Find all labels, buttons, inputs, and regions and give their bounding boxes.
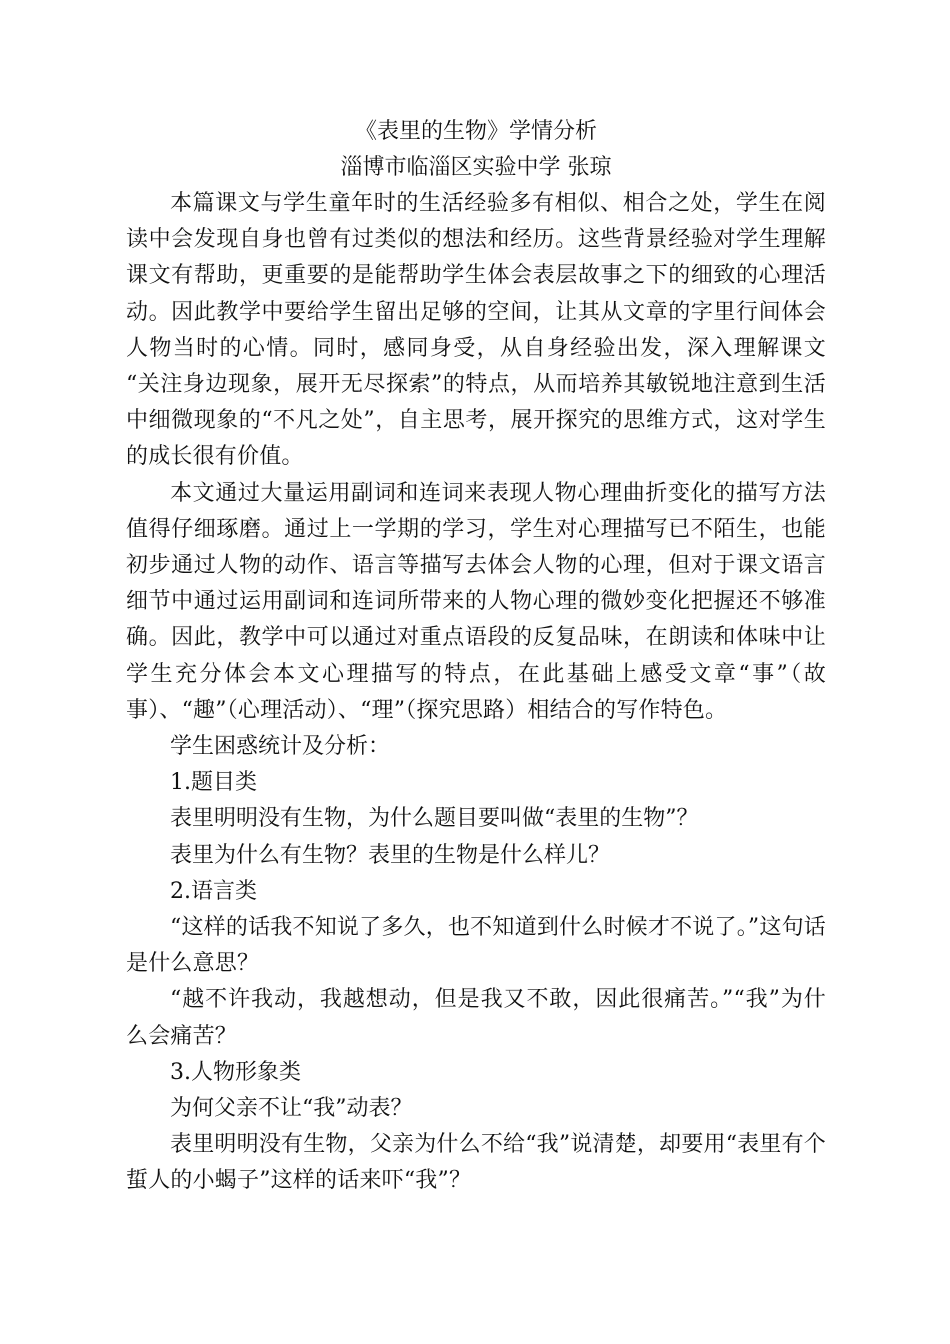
section-heading-title: 1.题目类	[170, 770, 257, 796]
question-item: 为何父亲不让“我”动表？	[170, 1096, 413, 1122]
question-item: 表里明明没有生物，父亲为什么不给“我”说清楚，却要用“表里有个蜇人的小蝎子”这样的话来吓“我”？	[126, 1132, 826, 1194]
section-heading-character: 3.人物形象类	[170, 1059, 301, 1085]
paragraph-2: 本文通过大量运用副词和连词来表现人物心理曲折变化的描写方法值得仔细琢磨。通过上一学期的学习，学生对心理描写已不陌生，也能初步通过人物的动作、语言等描写去体会人物的心理，但对于课文语言细节中通过运用副词和连词所带来的人物心理的微妙变化把握还不够准确。因此，教学中可以通过对重点语段的反复品味，在朗读和体味中让学生充分体会本文心理描写的特点，在此基础上感受文章“事”（故事）、“趣”（心理活动）、“理”（探究思路）相结合的写作特色。	[126, 480, 826, 723]
question-item: 表里为什么有生物？表里的生物是什么样儿？	[170, 842, 611, 868]
document-title: 《表里的生物》学情分析	[354, 119, 597, 144]
paragraph-1: 本篇课文与学生童年时的生活经验多有相似、相合之处，学生在阅读中会发现自身也曾有过类似的想法和经历。这些背景经验对学生理解课文有帮助，更重要的是能帮助学生体会表层故事之下的细致的心理活动。因此教学中要给学生留出足够的空间，让其从文章的字里行间体会人物当时的心情。同时，感同身受，从自身经验出发，深入理解课文 “关注身边现象，展开无尽探索”的特点，从而培养其敏锐地注意到生活中细微现象的“不凡之处”，自主思考，展开探究的思维方式，这对学生的成长很有价值。	[126, 191, 826, 470]
section-heading-language: 2.语言类	[170, 878, 257, 904]
question-item: 表里明明没有生物，为什么题目要叫做“表里的生物”？	[170, 806, 699, 832]
author-line: 淄博市临淄区实验中学 张琼	[340, 155, 612, 180]
stats-heading: 学生困惑统计及分析：	[170, 734, 391, 760]
document-page	[126, 114, 826, 1200]
question-item: “越不许我动，我越想动，但是我又不敢，因此很痛苦。”“我”为什么会痛苦？	[126, 987, 826, 1049]
question-item: “这样的话我不知说了多久，也不知道到什么时候才不说了。”这句话是什么意思？	[126, 915, 826, 977]
